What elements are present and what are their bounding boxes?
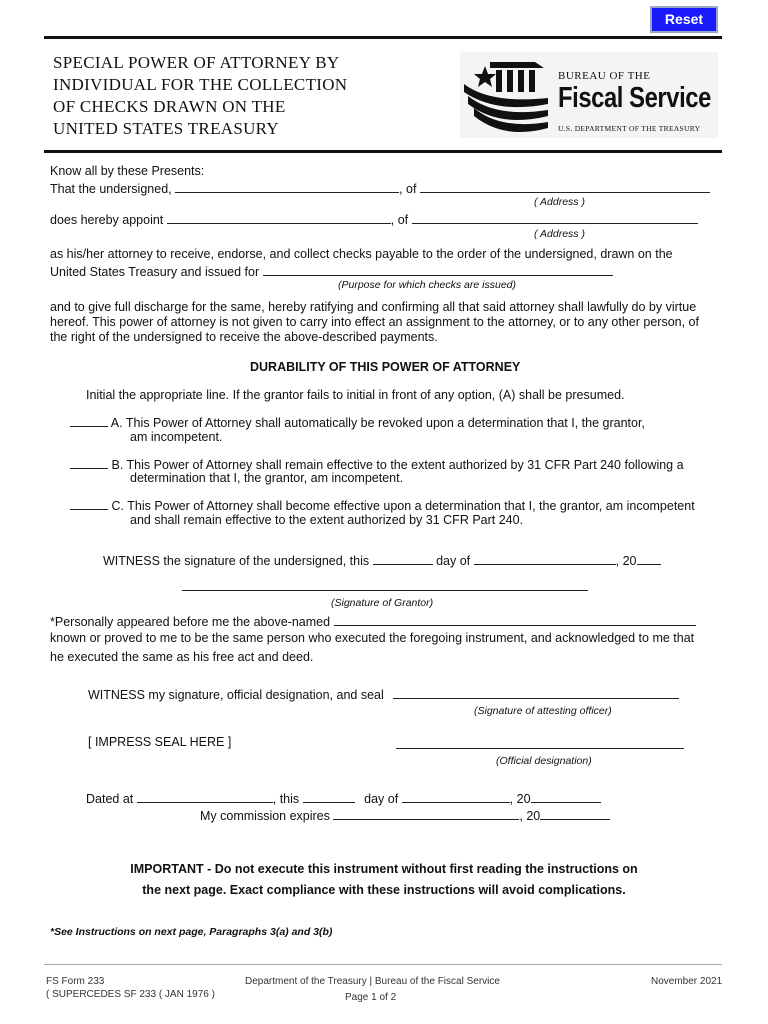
footer-date: November 2021 bbox=[651, 976, 723, 987]
title-line: OF CHECKS DRAWN ON THE bbox=[53, 97, 286, 116]
commission-row bbox=[200, 807, 610, 823]
discharge-line: hereof. This power of attorney is not given to carry into effect an assignment to the attorney, or to any other person, of bbox=[50, 315, 699, 329]
undersigned-row bbox=[50, 180, 710, 196]
know-all-text: Know all by these Presents: bbox=[50, 164, 205, 178]
form-title bbox=[53, 52, 347, 140]
option-a-text-cont: am incompetent. bbox=[130, 430, 223, 444]
header-rule bbox=[44, 150, 722, 153]
known-line: known or proved to me to be the same person who executed the foregoing instrument, and acknowledged to me that bbox=[50, 631, 695, 645]
issued-for-row bbox=[50, 263, 613, 279]
option-b-initial-field[interactable] bbox=[70, 456, 108, 469]
witness-year-field[interactable] bbox=[637, 552, 661, 565]
purpose-label: (Purpose for which checks are issued) bbox=[338, 279, 516, 291]
footer-rule bbox=[44, 964, 722, 965]
discharge-line: and to give full discharge for the same, hereby ratifying and confirming all that said attorney shall lawfully do by virtue bbox=[50, 300, 697, 314]
undersigned-prefix: That the undersigned, bbox=[50, 182, 172, 196]
durability-instruction: Initial the appropriate line. If the grantor fails to initial in front of any option, (A) shall be presumed. bbox=[86, 388, 625, 402]
official-designation-label: (Official designation) bbox=[496, 755, 592, 767]
logo-bureau-text: BUREAU OF THE bbox=[558, 70, 651, 82]
witness-prefix: WITNESS the signature of the undersigned, this bbox=[103, 554, 370, 568]
this-label: , this bbox=[272, 792, 300, 806]
fiscal-service-logo bbox=[460, 52, 718, 138]
durability-heading: DURABILITY OF THIS POWER OF ATTORNEY bbox=[250, 360, 521, 374]
grantor-signature-field[interactable] bbox=[182, 590, 588, 591]
witness-year-prefix: , 20 bbox=[615, 554, 637, 568]
dated-row bbox=[86, 790, 601, 806]
executed-line: he executed the same as his free act and deed. bbox=[50, 650, 314, 664]
undersigned-address-field[interactable] bbox=[420, 180, 710, 193]
footer-form-number: FS Form 233 bbox=[46, 976, 105, 987]
purpose-field[interactable] bbox=[263, 263, 613, 276]
address-label: ( Address ) bbox=[534, 196, 585, 208]
logo-fiscal-service-text: Fiscal Service bbox=[558, 82, 711, 114]
appeared-name-field[interactable] bbox=[334, 613, 696, 626]
title-line: UNITED STATES TREASURY bbox=[53, 119, 279, 138]
commission-expires-field[interactable] bbox=[333, 807, 519, 820]
attorney-text-line: as his/her attorney to receive, endorse, and collect checks payable to the order of the undersigned, drawn on the bbox=[50, 247, 673, 261]
commission-year-prefix: , 20 bbox=[519, 809, 541, 823]
dated-year-field[interactable] bbox=[531, 790, 601, 803]
important-line: IMPORTANT - Do not execute this instrument without first reading the instructions on bbox=[130, 862, 638, 876]
see-instructions-note: *See Instructions on next page, Paragraphs 3(a) and 3(b) bbox=[50, 926, 333, 938]
option-b-row bbox=[70, 456, 684, 472]
witness-day-of: day of bbox=[436, 554, 471, 568]
commission-year-field[interactable] bbox=[540, 807, 610, 820]
option-a-row bbox=[70, 414, 645, 430]
impress-seal-text: [ IMPRESS SEAL HERE ] bbox=[88, 735, 232, 749]
appeared-text: *Personally appeared before me the above-named bbox=[50, 615, 331, 629]
discharge-line: the right of the undersigned to receive the above-described payments. bbox=[50, 330, 438, 344]
reset-button[interactable]: Reset bbox=[650, 6, 718, 33]
grantor-signature-label: (Signature of Grantor) bbox=[331, 597, 434, 609]
day-of-label: day of bbox=[364, 792, 399, 806]
option-a-initial-field[interactable] bbox=[70, 414, 108, 427]
dated-at-label: Dated at bbox=[86, 792, 134, 806]
commission-label: My commission expires bbox=[200, 809, 330, 823]
issued-for-prefix: United States Treasury and issued for bbox=[50, 265, 260, 279]
top-rule bbox=[44, 36, 722, 39]
undersigned-name-field[interactable] bbox=[175, 180, 399, 193]
option-c-text: C. This Power of Attorney shall become effective upon a determination that I, the grantor, am incompetent bbox=[111, 499, 695, 513]
option-b-text: B. This Power of Attorney shall remain effective to the extent authorized by 31 CFR Part 240 following a bbox=[111, 458, 684, 472]
important-line: the next page. Exact compliance with these instructions will avoid complications. bbox=[142, 883, 626, 897]
appoint-row bbox=[50, 211, 698, 227]
witness-seal-row bbox=[88, 686, 679, 702]
logo-department-text: U.S. DEPARTMENT OF THE TREASURY bbox=[558, 124, 701, 133]
footer-page-number: Page 1 of 2 bbox=[345, 992, 397, 1003]
appeared-row bbox=[50, 613, 696, 629]
witness-day-field[interactable] bbox=[373, 552, 433, 565]
footer-supersedes: ( SUPERCEDES SF 233 ( JAN 1976 ) bbox=[46, 989, 215, 1000]
dated-at-field[interactable] bbox=[137, 790, 273, 803]
option-a-text: A. This Power of Attorney shall automatically be revoked upon a determination that I, the grantor, bbox=[110, 416, 645, 430]
address-label: ( Address ) bbox=[534, 228, 585, 240]
option-c-row bbox=[70, 497, 695, 513]
dated-month-field[interactable] bbox=[402, 790, 510, 803]
dated-day-field[interactable] bbox=[303, 790, 355, 803]
attorney-name-field[interactable] bbox=[167, 211, 391, 224]
of-label: , of bbox=[390, 213, 409, 227]
witness-row bbox=[103, 552, 661, 568]
attesting-officer-label: (Signature of attesting officer) bbox=[474, 705, 612, 717]
year-prefix: , 20 bbox=[509, 792, 531, 806]
attorney-address-field[interactable] bbox=[412, 211, 698, 224]
of-label: , of bbox=[399, 182, 417, 196]
option-b-text-cont: determination that I, the grantor, am incompetent. bbox=[130, 471, 404, 485]
title-line: SPECIAL POWER OF ATTORNEY BY bbox=[53, 53, 340, 72]
appoint-prefix: does hereby appoint bbox=[50, 213, 164, 227]
witness-seal-text: WITNESS my signature, official designation, and seal bbox=[88, 688, 384, 702]
official-designation-field[interactable] bbox=[396, 748, 684, 749]
witness-month-field[interactable] bbox=[474, 552, 616, 565]
footer-department: Department of the Treasury | Bureau of the Fiscal Service bbox=[245, 976, 500, 987]
attesting-signature-field[interactable] bbox=[393, 686, 679, 699]
title-line: INDIVIDUAL FOR THE COLLECTION bbox=[53, 75, 348, 94]
option-c-initial-field[interactable] bbox=[70, 497, 108, 510]
option-c-text-cont: and shall remain effective to the extent authorized by 31 CFR Part 240. bbox=[130, 513, 524, 527]
